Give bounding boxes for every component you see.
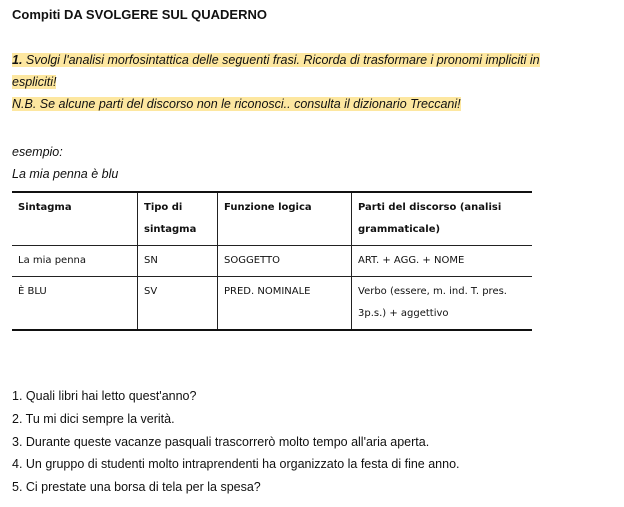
table-cell: È BLU — [12, 277, 138, 331]
table-row — [12, 277, 532, 331]
exercise-item: 1. Quali libri hai letto quest'anno? — [12, 389, 197, 403]
table-cell: SOGGETTO — [218, 246, 352, 277]
table-cell: SN — [138, 246, 218, 277]
page-title: Compiti DA SVOLGERE SUL QUADERNO — [12, 7, 267, 22]
table-cell: La mia penna — [12, 246, 138, 277]
instruction-number: 1. — [12, 53, 23, 67]
table-cell: PRED. NOMINALE — [218, 277, 352, 331]
header-cell: Tipo di sintagma — [138, 192, 218, 246]
table-header-row — [12, 192, 532, 246]
example-label: esempio: — [12, 145, 63, 159]
table-row — [12, 246, 532, 277]
exercise-item: 3. Durante queste vacanze pasquali trascorrerò molto tempo all'aria aperta. — [12, 434, 430, 449]
instruction-text-cont: espliciti! — [12, 75, 57, 89]
exercise-item: 4. Un gruppo di studenti molto intraprendenti ha organizzato la festa di fine anno. — [12, 457, 460, 472]
analysis-table — [12, 191, 532, 331]
instruction-note — [12, 97, 461, 111]
exercise-list — [12, 388, 460, 502]
instruction-line-1 — [12, 53, 540, 67]
instruction-line-2 — [12, 75, 56, 89]
exercise-item: 2. Tu mi dici sempre la verità. — [12, 411, 175, 426]
header-cell: Funzione logica — [218, 192, 352, 246]
exercise-item: 5. Ci prestate una borsa di tela per la spesa? — [12, 480, 261, 495]
header-cell: Parti del discorso (analisi grammaticale) — [352, 192, 533, 246]
table-cell: ART. + AGG. + NOME — [352, 246, 533, 277]
example-sentence: La mia penna è blu — [12, 167, 119, 181]
header-cell: Sintagma — [12, 192, 138, 246]
instruction-text: Svolgi l'analisi morfosintattica delle seguenti frasi. Ricorda di trasformare i pronomi impliciti in — [22, 53, 540, 67]
table-cell: Verbo (essere, m. ind. T. pres. 3p.s.) + aggettivo — [352, 277, 533, 331]
table-cell: SV — [138, 277, 218, 331]
note-text: N.B. Se alcune parti del discorso non le riconosci.. consulta il dizionario Treccani! — [12, 97, 461, 111]
